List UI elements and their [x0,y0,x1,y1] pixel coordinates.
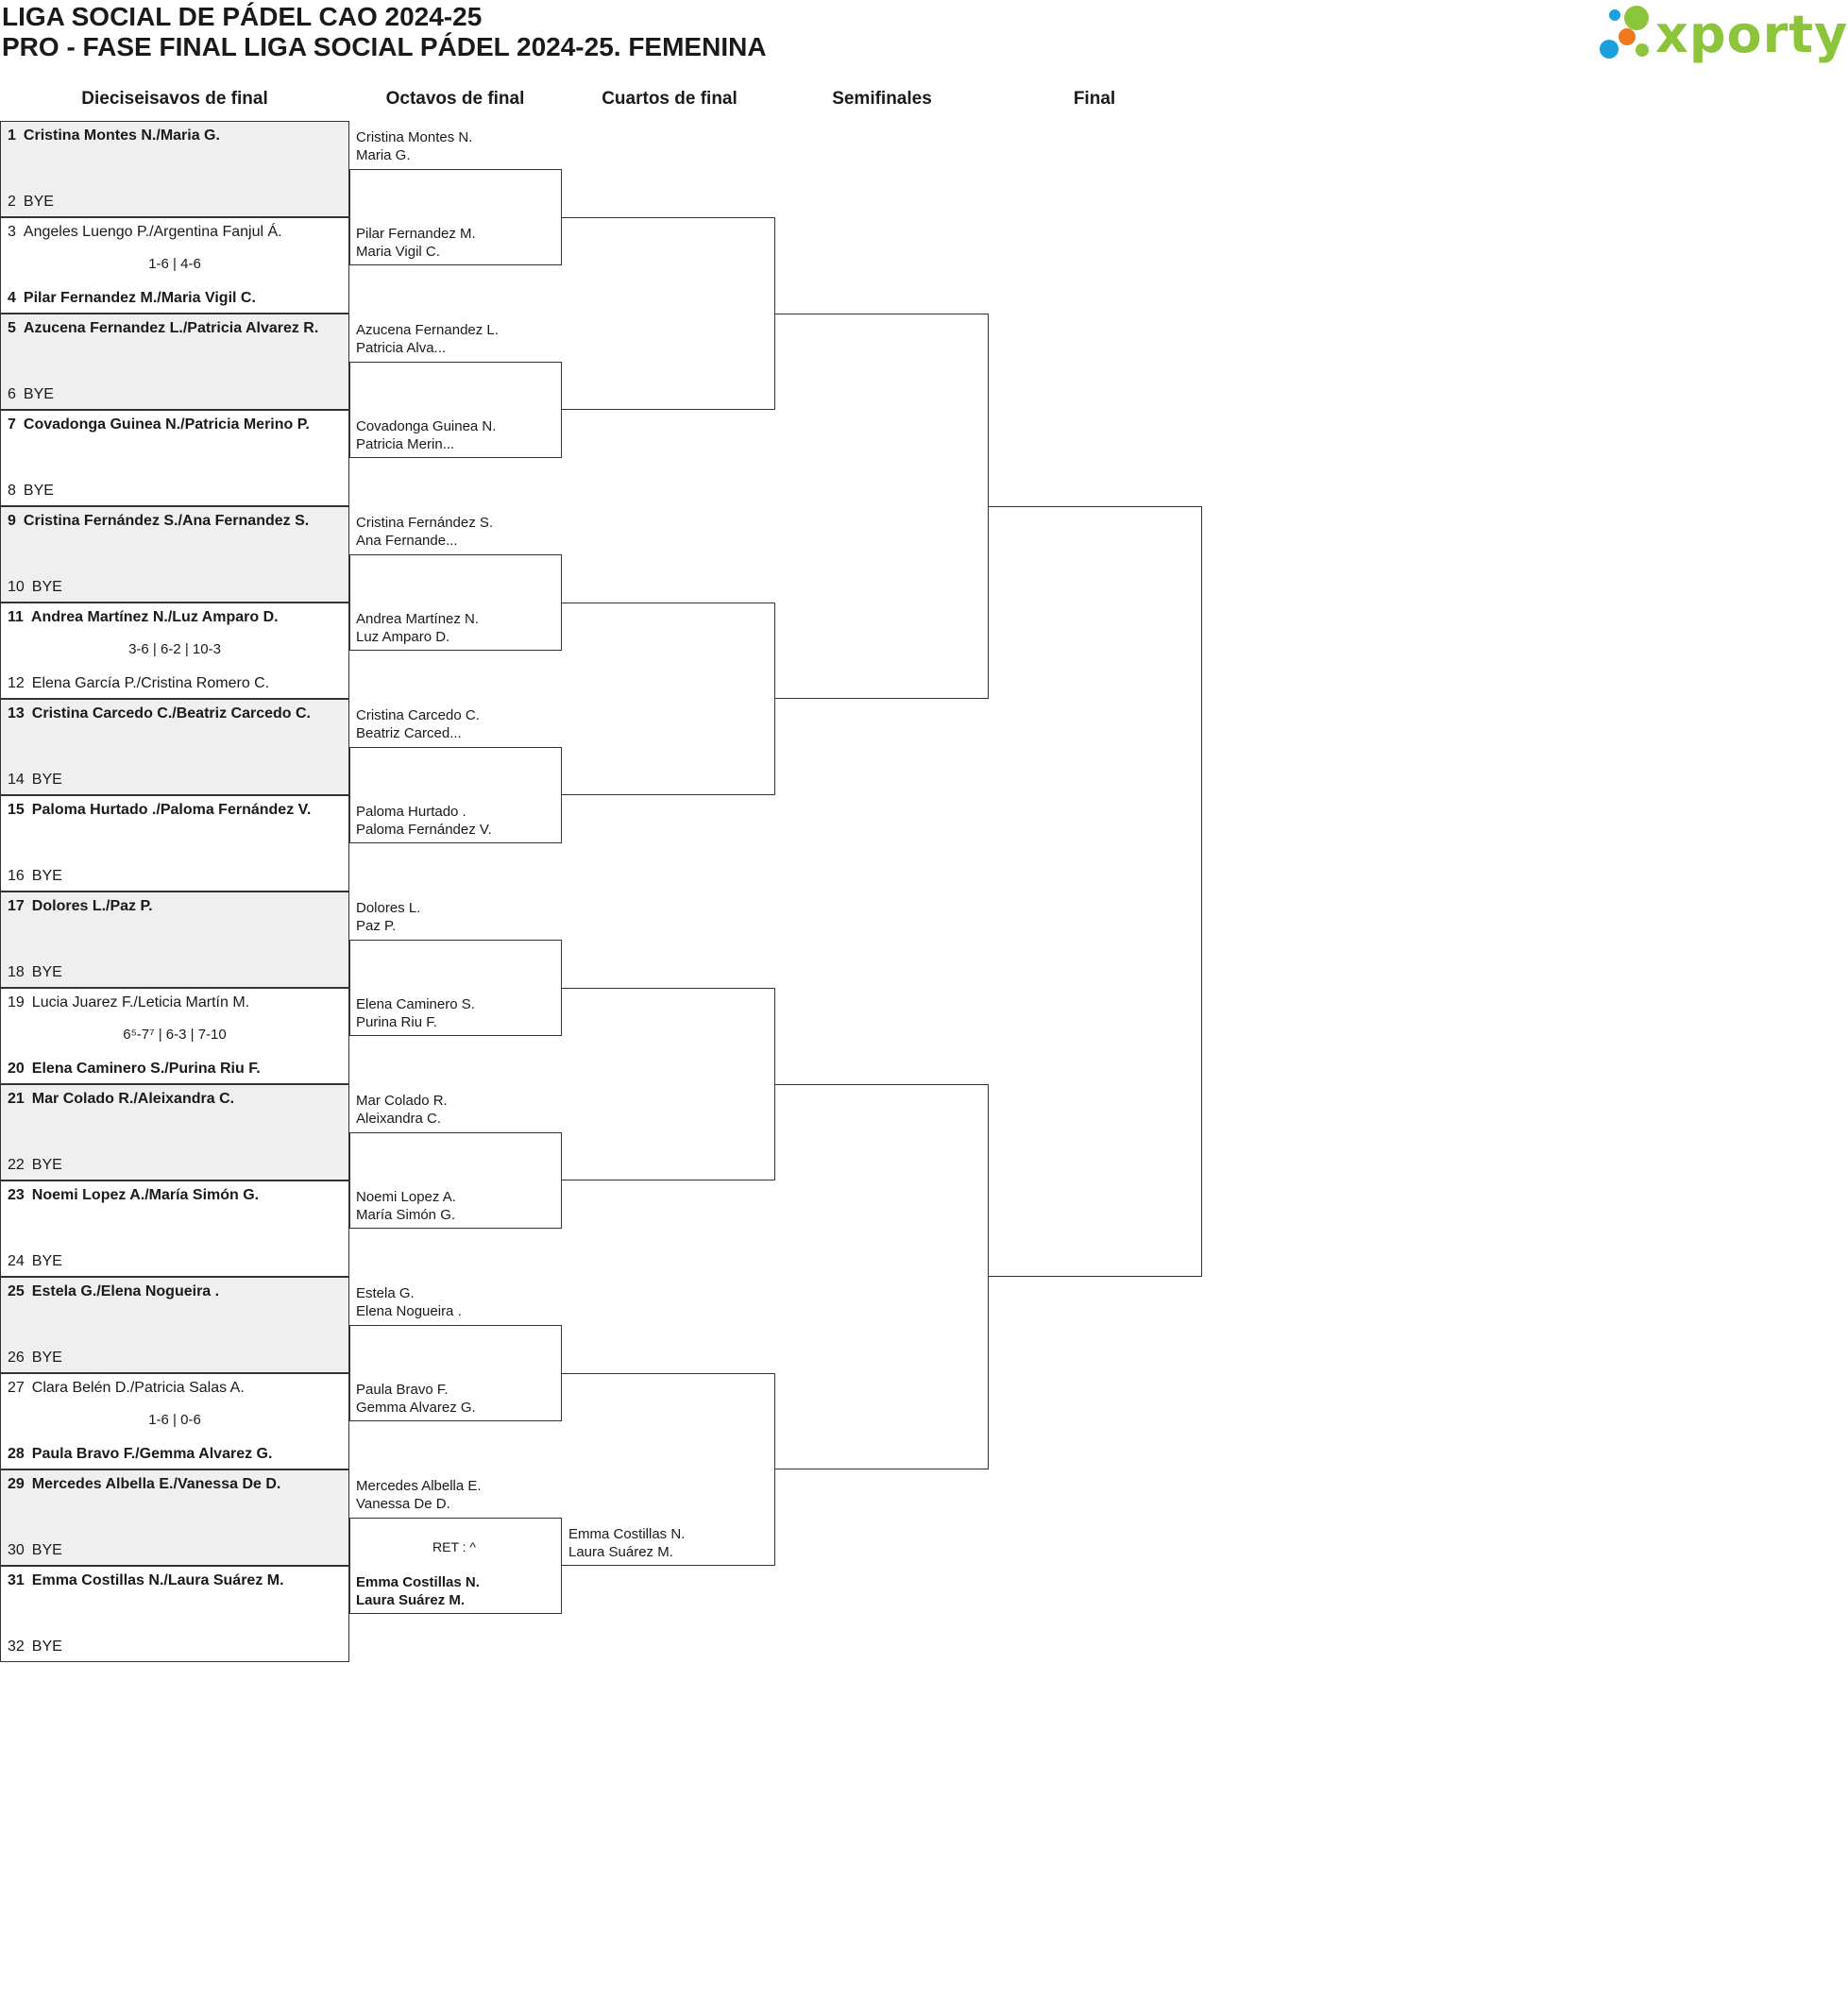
round2-team-name: Mercedes Albella E. [356,1478,482,1494]
round1-match[interactable] [0,988,349,1084]
match-player-top [8,609,279,626]
round1-match[interactable] [0,1566,349,1662]
seed-number: 29 [8,1476,25,1492]
round2-team-name: Vanessa De D. [356,1496,450,1512]
player-name: Pilar Fernandez M./Maria Vigil C. [23,290,256,306]
player-name: Emma Costillas N./Laura Suárez M. [31,1572,284,1588]
round2-team-name: Dolores L. [356,900,421,916]
match-player-bottom [8,1350,62,1367]
seed-number: 13 [8,705,25,722]
quarterfinal-match[interactable] [562,603,775,795]
round2-team-name: Purina Riu F. [356,1014,437,1030]
round2-team-name: Patricia Merin... [356,436,455,452]
match-player-bottom [8,1542,62,1559]
seed-number: 32 [8,1639,25,1655]
round-header-r1: Dieciseisavos de final [81,89,268,109]
round2-team-name: Cristina Fernández S. [356,515,494,531]
round2-team-name: Maria G. [356,147,411,163]
seed-number: 26 [8,1350,25,1366]
seed-number: 31 [8,1572,25,1588]
seed-number: 9 [8,513,16,529]
player-name: Cristina Fernández S./Ana Fernandez S. [23,513,310,529]
retired-label: RET : ^ [432,1539,476,1554]
round2-match[interactable] [349,362,562,458]
round2-team-name: Gemma Alvarez G. [356,1400,476,1416]
seed-number: 6 [8,386,16,402]
round2-team-name: Aleixandra C. [356,1111,442,1127]
round2-team-name: Paula Bravo F. [356,1382,449,1398]
quarterfinal-team-name: Emma Costillas N. [568,1526,686,1542]
match-player-top [8,127,220,144]
round2-team-name: Cristina Carcedo C. [356,707,480,723]
xporty-logo [1596,2,1848,68]
logo-dot-icon [1624,6,1649,30]
seed-number: 12 [8,675,25,691]
round1-match[interactable] [0,892,349,988]
match-player-bottom [8,290,256,307]
logo-dot-icon [1636,43,1649,57]
player-name: Mercedes Albella E./Vanessa De D. [31,1476,281,1492]
round2-team-name: Paloma Hurtado . [356,804,466,820]
player-name: BYE [31,579,62,595]
match-player-top [8,1572,284,1589]
seed-number: 18 [8,964,25,980]
seed-number: 14 [8,772,25,788]
round2-match[interactable] [349,1518,562,1614]
seed-number: 10 [8,579,25,595]
page-subtitle: PRO - FASE FINAL LIGA SOCIAL PÁDEL 2024-25. FEMENINA [2,32,767,61]
seed-number: 16 [8,868,25,884]
match-score: 1-6 | 0-6 [148,1412,201,1428]
round1-match[interactable] [0,121,349,217]
match-player-bottom [8,1061,261,1078]
page-title: LIGA SOCIAL DE PÁDEL CAO 2024-25 [2,2,483,31]
match-player-top [8,1187,259,1204]
seed-number: 30 [8,1542,25,1558]
round-header-r5: Final [1073,89,1116,109]
round1-match[interactable] [0,1084,349,1180]
match-player-bottom [8,1253,62,1270]
player-name: Cristina Carcedo C./Beatriz Carcedo C. [31,705,311,722]
seed-number: 27 [8,1380,25,1396]
seed-number: 19 [8,994,25,1010]
round2-team-name: Mar Colado R. [356,1093,448,1109]
round2-team-name: Elena Nogueira . [356,1303,462,1319]
player-name: Lucia Juarez F./Leticia Martín M. [31,994,250,1010]
round1-match[interactable] [0,1373,349,1469]
semifinal-match[interactable] [775,314,989,699]
seed-number: 25 [8,1283,25,1299]
round2-team-name: Covadonga Guinea N. [356,418,497,434]
semifinal-match[interactable] [775,1084,989,1469]
round2-team-name: Pilar Fernandez M. [356,226,476,242]
match-player-top [8,320,318,337]
seed-number: 2 [8,194,16,210]
player-name: BYE [31,868,62,884]
player-name: Azucena Fernandez L./Patricia Alvarez R. [23,320,319,336]
round2-team-name: Maria Vigil C. [356,244,440,260]
seed-number: 22 [8,1157,25,1173]
seed-number: 3 [8,224,16,240]
round2-match[interactable] [349,1325,562,1421]
seed-number: 20 [8,1061,25,1077]
logo-dot-icon [1619,28,1636,45]
player-name: BYE [23,194,54,210]
player-name: BYE [31,1157,62,1173]
quarterfinal-team-name: Laura Suárez M. [568,1544,673,1560]
round2-team-name: Elena Caminero S. [356,996,475,1012]
match-player-top [8,802,311,819]
logo-dot-icon [1609,9,1620,21]
player-name: Clara Belén D./Patricia Salas A. [31,1380,245,1396]
round1-match[interactable] [0,1469,349,1566]
round2-team-name: Andrea Martínez N. [356,611,480,627]
round2-team-name: Paz P. [356,918,397,934]
logo-dot-icon [1600,40,1619,59]
player-name: Mar Colado R./Aleixandra C. [31,1091,235,1107]
round2-match[interactable] [349,1132,562,1229]
match-player-top [8,1283,219,1300]
match-score: 1-6 | 4-6 [148,256,201,272]
match-player-bottom [8,1157,62,1174]
match-score: 3-6 | 6-2 | 10-3 [128,641,221,657]
round2-team-name: Beatriz Carced... [356,725,462,741]
match-player-bottom [8,868,62,885]
player-name: BYE [23,483,54,499]
player-name: Paloma Hurtado ./Paloma Fernández V. [31,802,312,818]
seed-number: 1 [8,127,16,144]
round-header-r2: Octavos de final [385,89,525,109]
match-player-bottom [8,194,54,211]
round2-team-name: Cristina Montes N. [356,129,473,145]
match-player-top [8,705,311,722]
round2-match[interactable] [349,169,562,265]
round2-team-name: Noemi Lopez A. [356,1189,456,1205]
match-player-top [8,994,249,1011]
round1-match[interactable] [0,795,349,892]
round-header-r4: Semifinales [832,89,932,109]
player-name: Angeles Luengo P./Argentina Fanjul Á. [23,224,282,240]
round1-match[interactable] [0,217,349,314]
round2-team-name: Emma Costillas N. [356,1574,480,1590]
round2-match[interactable] [349,554,562,651]
seed-number: 24 [8,1253,25,1269]
match-player-bottom [8,772,62,789]
player-name: Cristina Montes N./Maria G. [23,127,220,144]
round2-match[interactable] [349,747,562,843]
final-match[interactable] [989,506,1202,1277]
seed-number: 8 [8,483,16,499]
player-name: BYE [31,1542,62,1558]
round2-team-name: Laura Suárez M. [356,1592,466,1608]
seed-number: 17 [8,898,25,914]
player-name: Dolores L./Paz P. [31,898,153,914]
round1-match[interactable] [0,1277,349,1373]
seed-number: 4 [8,290,16,306]
round-header-r3: Cuartos de final [602,89,738,109]
round2-team-name: María Simón G. [356,1207,456,1223]
player-name: Estela G./Elena Nogueira . [31,1283,220,1299]
match-player-top [8,416,310,433]
round2-team-name: Estela G. [356,1285,415,1301]
match-player-top [8,1476,280,1493]
match-score: 6⁵-7⁷ | 6-3 | 7-10 [123,1027,227,1043]
match-player-bottom [8,1446,272,1463]
seed-number: 15 [8,802,25,818]
match-player-bottom [8,964,62,981]
player-name: BYE [23,386,54,402]
logo-text: xporty [1655,5,1848,64]
player-name: Elena García P./Cristina Romero C. [31,675,270,691]
quarterfinal-match[interactable] [562,217,775,410]
match-player-top [8,513,309,530]
round1-match[interactable] [0,603,349,699]
round1-match[interactable] [0,410,349,506]
player-name: BYE [31,772,62,788]
seed-number: 23 [8,1187,25,1203]
round2-team-name: Paloma Fernández V. [356,822,492,838]
match-player-bottom [8,1639,62,1656]
match-player-top [8,1380,245,1397]
round1-match[interactable] [0,699,349,795]
match-player-top [8,898,153,915]
match-player-bottom [8,675,269,692]
round1-match[interactable] [0,1180,349,1277]
seed-number: 21 [8,1091,25,1107]
player-name: BYE [31,1253,62,1269]
seed-number: 11 [8,609,24,625]
player-name: BYE [31,1350,62,1366]
seed-number: 5 [8,320,16,336]
round2-team-name: Patricia Alva... [356,340,447,356]
player-name: BYE [31,964,62,980]
round2-team-name: Ana Fernande... [356,533,458,549]
player-name: Noemi Lopez A./María Simón G. [31,1187,260,1203]
round1-match[interactable] [0,314,349,410]
match-player-top [8,1091,234,1108]
player-name: Covadonga Guinea N./Patricia Merino P. [23,416,310,433]
match-player-top [8,224,282,241]
seed-number: 28 [8,1446,25,1462]
match-player-bottom [8,579,62,596]
match-player-bottom [8,386,54,403]
round2-team-name: Luz Amparo D. [356,629,450,645]
round1-match[interactable] [0,506,349,603]
player-name: Paula Bravo F./Gemma Alvarez G. [31,1446,273,1462]
round2-team-name: Azucena Fernandez L. [356,322,499,338]
match-player-bottom [8,483,54,500]
seed-number: 7 [8,416,16,433]
player-name: Andrea Martínez N./Luz Amparo D. [30,609,279,625]
quarterfinal-match[interactable] [562,988,775,1180]
round2-match[interactable] [349,940,562,1036]
player-name: BYE [31,1639,62,1655]
player-name: Elena Caminero S./Purina Riu F. [31,1061,261,1077]
